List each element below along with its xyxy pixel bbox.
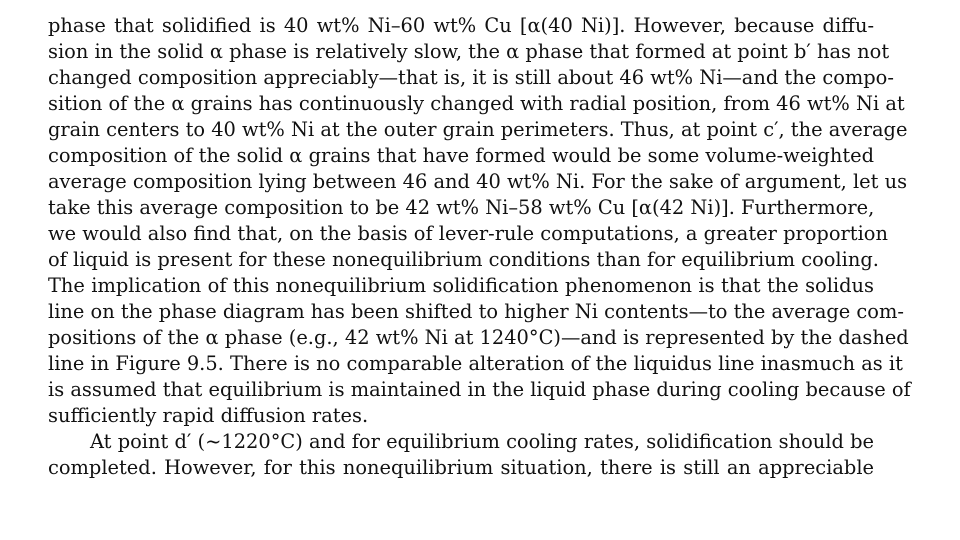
text-line: we would also find that, on the basis of lever-rule computations, a greater proportion <box>48 222 888 245</box>
text-line: composition of the solid α grains that have formed would be some volume-weighted <box>48 144 874 167</box>
text-line: phase that solidified is 40 wt% Ni–60 wt% Cu [α(40 Ni)]. However, because diffu- <box>48 14 874 37</box>
text-line: completed. However, for this nonequilibrium situation, there is still an appreciable <box>48 456 874 479</box>
text-line: changed composition appreciably—that is, it is still about 46 wt% Ni—and the compo- <box>48 66 894 89</box>
text-line: line in Figure 9.5. There is no comparable alteration of the liquidus line inasmuch as it <box>48 352 903 375</box>
paragraph-last-line: sufficiently rapid diffusion rates. <box>48 404 369 427</box>
body-text <box>48 13 911 481</box>
text-line: average composition lying between 46 and 40 wt% Ni. For the sake of argument, let us <box>48 170 908 193</box>
text-line: positions of the α phase (e.g., 42 wt% Ni at 1240°C)—and is represented by the dashed <box>48 326 909 349</box>
text-line: sition of the α grains has continuously changed with radial position, from 46 wt% Ni at <box>48 92 905 115</box>
text-line: line on the phase diagram has been shifted to higher Ni contents—to the average com- <box>48 300 904 323</box>
text-line: sion in the solid α phase is relatively slow, the α phase that formed at point b′ has not <box>48 40 890 63</box>
text-line: is assumed that equilibrium is maintained in the liquid phase during cooling because of <box>48 378 911 401</box>
text-line: grain centers to 40 wt% Ni at the outer grain perimeters. Thus, at point c′, the average <box>48 118 908 141</box>
text-line: take this average composition to be 42 wt% Ni–58 wt% Cu [α(42 Ni)]. Furthermore, <box>48 196 875 219</box>
text-line: of liquid is present for these nonequilibrium conditions than for equilibrium cooling. <box>48 248 879 271</box>
paragraph-first-line: At point d′ (~1220°C) and for equilibrium cooling rates, solidification should be <box>90 430 874 453</box>
text-line: The implication of this nonequilibrium solidification phenomenon is that the solidus <box>48 274 874 297</box>
